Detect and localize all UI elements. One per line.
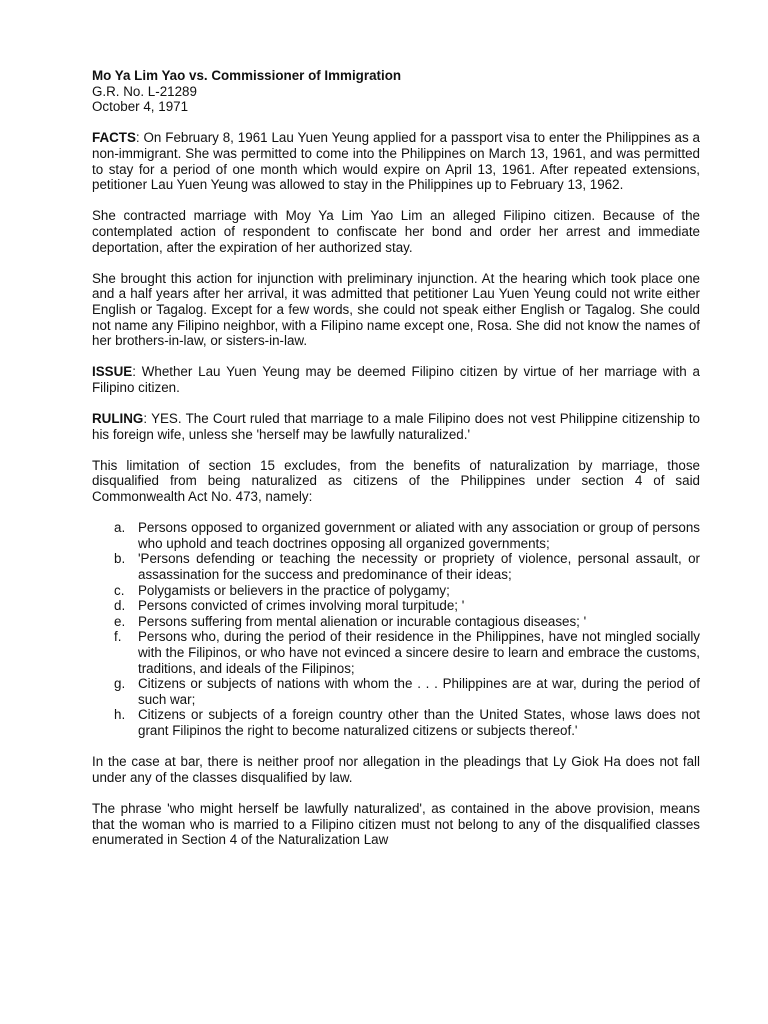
- ruling-paragraph: [92, 411, 700, 442]
- facts-paragraph: [92, 130, 700, 192]
- list-item-text: 'Persons defending or teaching the necessity or propriety of violence, personal assault, or assassination for the success and predominance of their ideas;: [138, 551, 700, 582]
- case-date: October 4, 1971: [92, 99, 189, 115]
- facts-text: : On February 8, 1961 Lau Yuen Yeung applied for a passport visa to enter the Philippines as a non-immigrant. She was permitted to come into the Philippines on March 13, 1961, and was permitted to stay for a period of one month which would expire on April 13, 1961. After repeated extensions, petitioner Lau Yuen Yeung was allowed to stay in the Philippines up to February 13, 1962.: [92, 130, 700, 193]
- list-marker: e.: [114, 613, 126, 629]
- facts-label: FACTS: [92, 130, 136, 146]
- list-item: [92, 707, 700, 738]
- list-item: [92, 583, 700, 599]
- marriage-paragraph: She contracted marriage with Moy Ya Lim Yao Lim an alleged Filipino citizen. Because of the contemplated action of respondent to confiscate her bond and order her arrest and immediate deportation, after the expiration of her authorized stay.: [92, 208, 700, 255]
- list-item-text: Polygamists or believers in the practice of polygamy;: [138, 582, 450, 598]
- list-marker: a.: [114, 520, 126, 536]
- issue-text: : Whether Lau Yuen Yeung may be deemed Filipino citizen by virtue of her marriage with a Filipino citizen.: [92, 364, 700, 395]
- list-marker: b.: [114, 551, 126, 567]
- case-number: G.R. No. L-21289: [92, 83, 197, 99]
- list-item-text: Persons who, during the period of their residence in the Philippines, have not mingled socially with the Filipinos, or who have not evinced a sincere desire to learn and embrace the customs, traditions, and ideals of the Filipinos;: [138, 629, 700, 676]
- list-item: [92, 676, 700, 707]
- list-marker: h.: [114, 707, 126, 723]
- ruling-label: RULING: [92, 411, 144, 427]
- list-item: [92, 629, 700, 676]
- list-item-text: Persons suffering from mental alienation or incurable contagious diseases; ': [138, 613, 587, 629]
- issue-label: ISSUE: [92, 364, 133, 380]
- disqualification-list: [92, 520, 700, 738]
- list-item: [92, 551, 700, 582]
- list-item: [92, 614, 700, 630]
- case-title: Mo Ya Lim Yao vs. Commissioner of Immigration: [92, 68, 402, 83]
- issue-paragraph: [92, 364, 700, 395]
- list-item-text: Citizens or subjects of nations with whom the . . . Philippines are at war, during the period of such war;: [138, 676, 700, 707]
- list-marker: d.: [114, 598, 126, 614]
- limitation-paragraph: This limitation of section 15 excludes, from the benefits of naturalization by marriage, those disqualified from being naturalized as citizens of the Philippines under section 4 of said Commonwealth Act No. 473, namely:: [92, 457, 700, 505]
- list-item-text: Citizens or subjects of a foreign country other than the United States, whose laws does not grant Filipinos the right to become naturalized citizens or subjects thereof.': [138, 707, 700, 738]
- list-marker: g.: [114, 676, 126, 692]
- list-item: [92, 598, 700, 614]
- injunction-paragraph: She brought this action for injunction with preliminary injunction. At the hearing which took place one and a half years after her arrival, it was admitted that petitioner Lau Yuen Yeung could not write either English or Tagalog. Except for a few words, she could not speak either English or Tagalog. She could not name any Filipino neighbor, with a Filipino name except one, Rosa. She did not know the names of her brothers-in-law, or sisters-in-law.: [92, 270, 700, 349]
- phrase-paragraph: The phrase 'who might herself be lawfully naturalized', as contained in the above provision, means that the woman who is married to a Filipino citizen must not belong to any of the disqualified classes enumerated in Section 4 of the Naturalization Law: [92, 800, 700, 848]
- list-marker: f.: [114, 629, 122, 645]
- document-body: [92, 68, 700, 848]
- ruling-text: : YES. The Court ruled that marriage to a male Filipino does not vest Philippine citizenship to his foreign wife, unless she 'herself may be lawfully naturalized.': [92, 411, 700, 442]
- list-item-text: Persons convicted of crimes involving moral turpitude; ': [138, 598, 465, 614]
- list-item-text: Persons opposed to organized government or aliated with any association or group of persons who uphold and teach doctrines opposing all organized governments;: [138, 520, 700, 551]
- list-item: [92, 520, 700, 551]
- list-marker: c.: [114, 582, 125, 598]
- case-at-bar-paragraph: In the case at bar, there is neither proof nor allegation in the pleadings that Ly Giok Ha does not fall under any of the classes disqualified by law.: [92, 754, 700, 785]
